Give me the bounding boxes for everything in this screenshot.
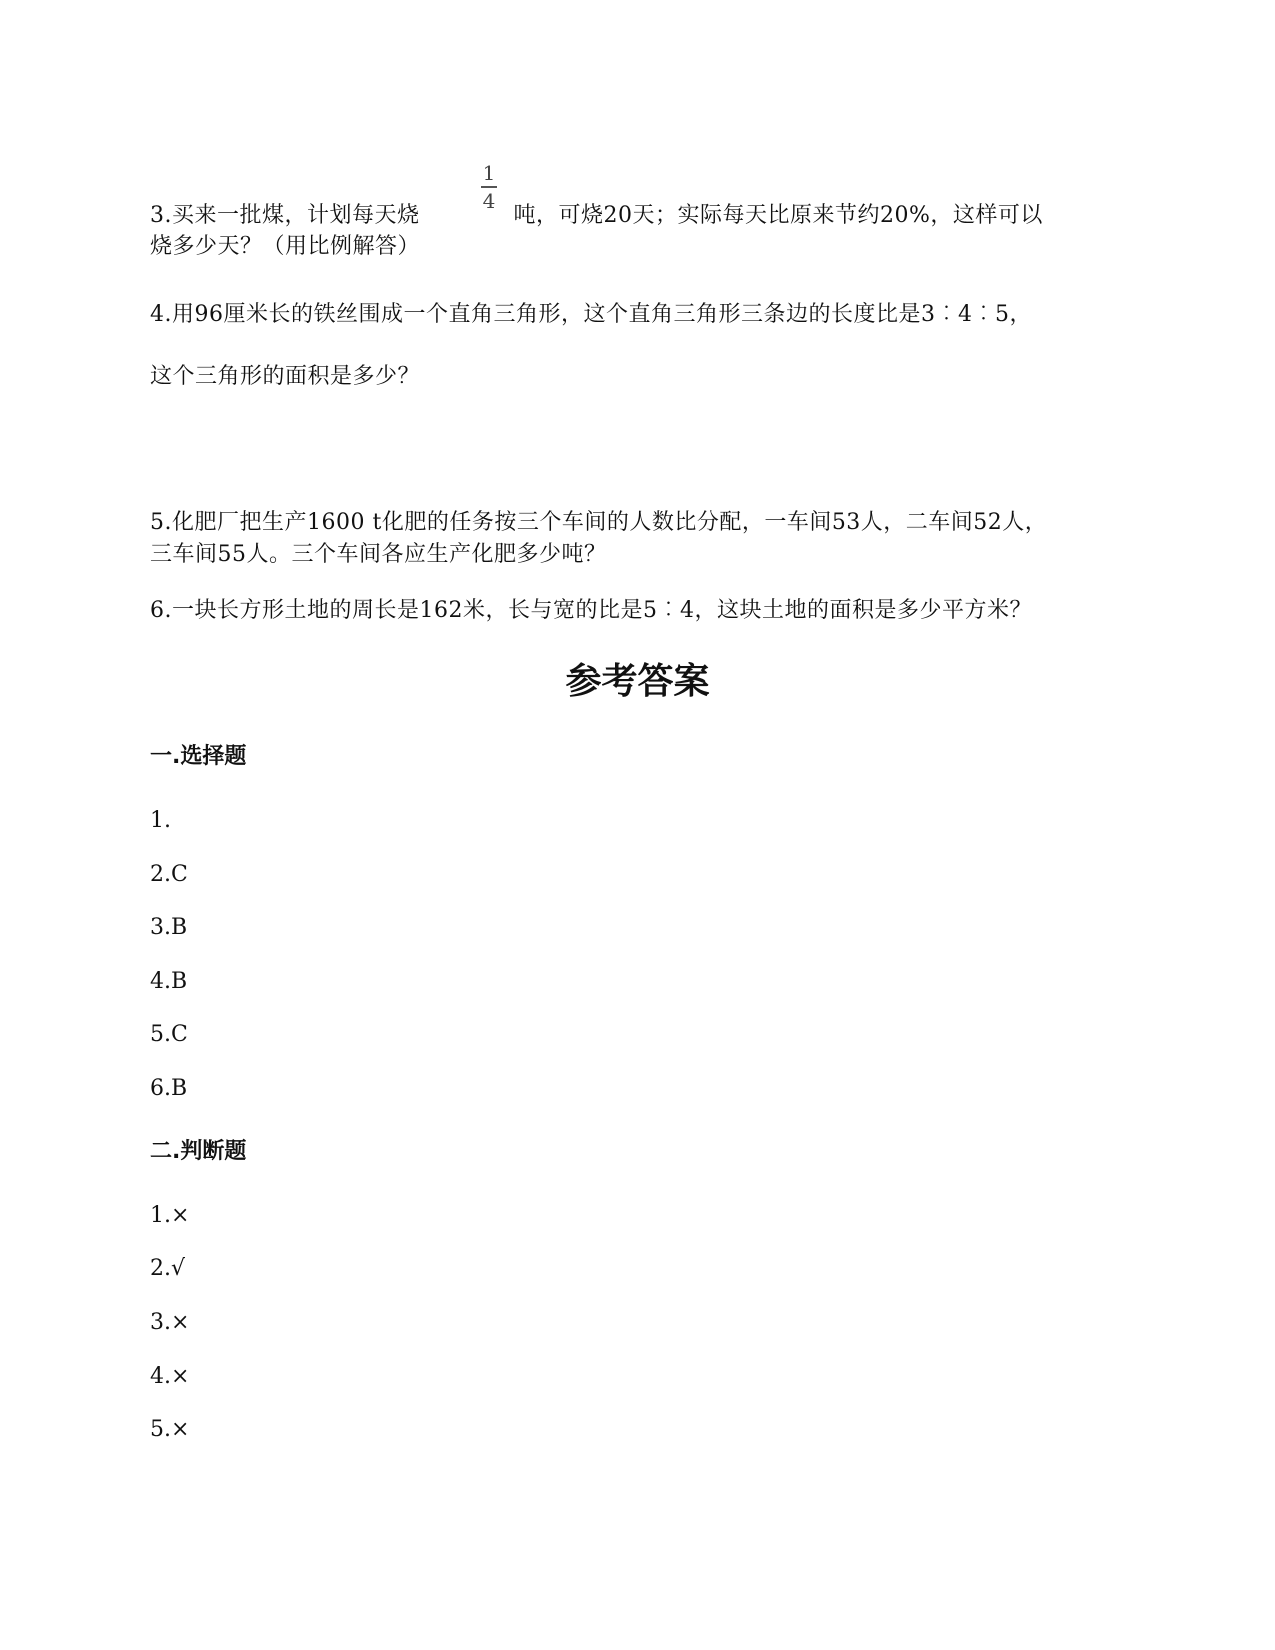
answer-item: 3.× bbox=[150, 1310, 190, 1335]
section-heading-judgement: 二.判断题 bbox=[150, 1139, 247, 1164]
answer-item: 3.B bbox=[150, 915, 188, 940]
answer-item: 1. bbox=[150, 808, 171, 833]
section-heading-choice: 一.选择题 bbox=[150, 744, 247, 769]
answer-item: 4.B bbox=[150, 969, 188, 994]
answer-item: 1.× bbox=[150, 1203, 190, 1228]
question-5-line-1: 5.化肥厂把生产1600 t化肥的任务按三个车间的人数比分配，一车间53人，二车间52人， bbox=[150, 510, 1048, 535]
answer-item: 5.C bbox=[150, 1022, 188, 1047]
fraction-numerator: 1 bbox=[482, 161, 496, 185]
answer-item: 2.√ bbox=[150, 1256, 186, 1281]
fraction-denominator: 4 bbox=[482, 188, 496, 213]
question-3-line-1 bbox=[150, 201, 1043, 231]
question-3-text-before: 3.买来一批煤，计划每天烧 bbox=[150, 203, 420, 228]
question-4-line-2: 这个三角形的面积是多少？ bbox=[150, 364, 421, 389]
answer-item: 5.× bbox=[150, 1417, 190, 1442]
fraction-bar bbox=[481, 186, 497, 188]
question-5-line-2: 三车间55人。三个车间各应生产化肥多少吨？ bbox=[150, 542, 607, 567]
answer-item: 6.B bbox=[150, 1076, 188, 1101]
answer-item: 2.C bbox=[150, 862, 188, 887]
answers-title: 参考答案 bbox=[565, 661, 710, 702]
question-3-text-after: 吨，可烧20天；实际每天比原来节约20%，这样可以 bbox=[513, 203, 1043, 228]
question-3-line-2: 烧多少天？（用比例解答） bbox=[150, 234, 421, 259]
answer-item: 4.× bbox=[150, 1364, 190, 1389]
question-6-line-1: 6.一块长方形土地的周长是162米，长与宽的比是5︰4，这块土地的面积是多少平方米？ bbox=[150, 598, 1032, 623]
question-4-line-1: 4.用96厘米长的铁丝围成一个直角三角形，这个直角三角形三条边的长度比是3︰4︰5， bbox=[150, 302, 1032, 327]
